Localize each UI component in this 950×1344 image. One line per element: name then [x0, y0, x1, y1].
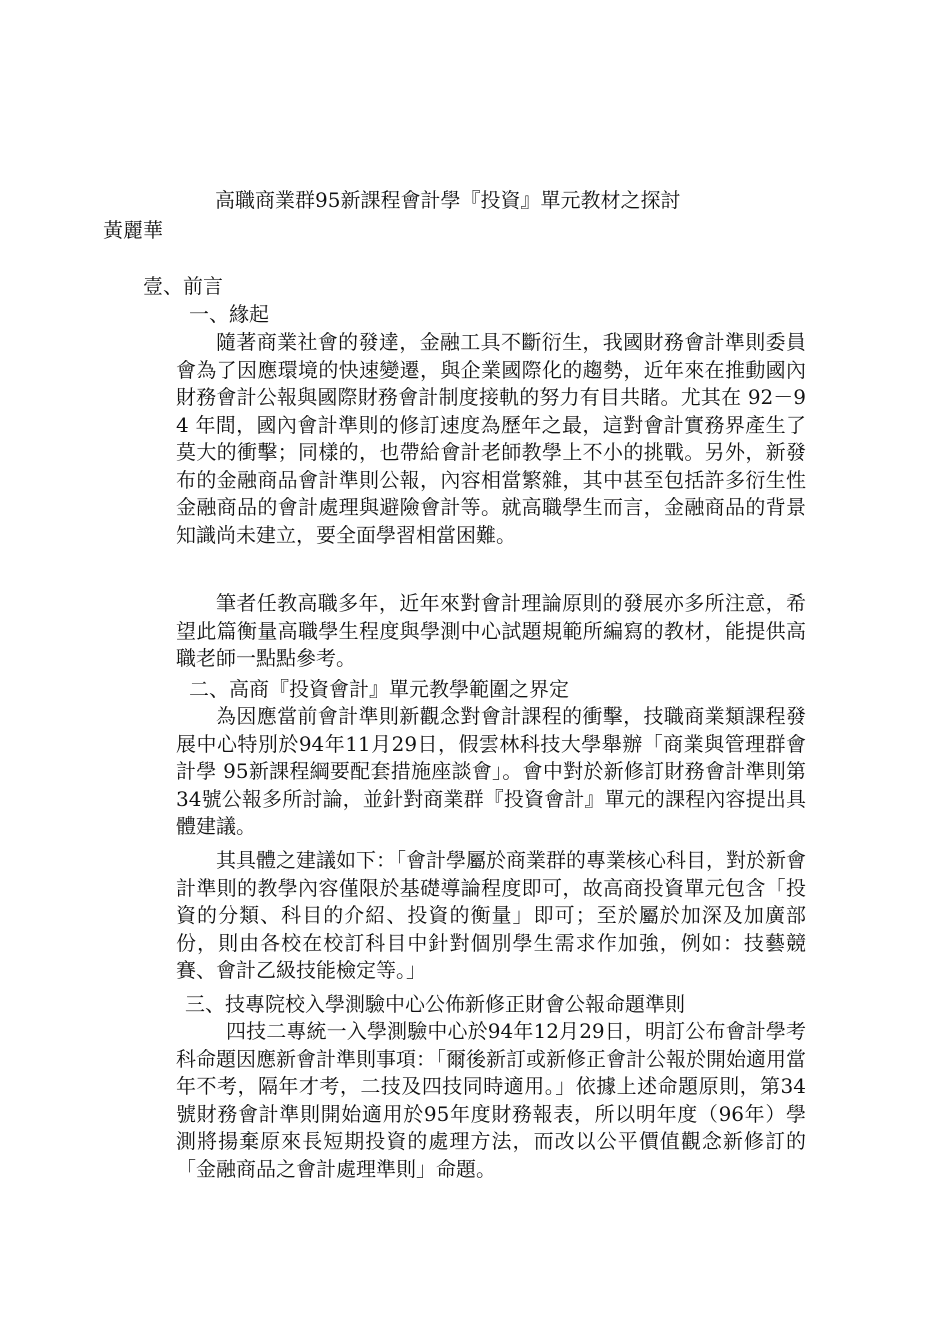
subsection-heading-1: 一、緣起	[189, 302, 269, 326]
paragraph-seminar: 為因應當前會計準則新觀念對會計課程的衝擊，技職商業類課程發展中心特別於94年11月29日，假雲林科技大學舉辦「商業與管理群會計學 95新課程綱要配套措施座談會」。會中對於新修訂財務會計準則第34號公報多所討論，並針對商業群『投資會計』單元的課程內容提出具體建議。	[176, 704, 806, 838]
section-heading: 壹、前言	[143, 274, 223, 298]
paragraph-author-note: 筆者任教高職多年，近年來對會計理論原則的發展亦多所注意，希望此篇衡量高職學生程度與學測中心試題規範所編寫的教材，能提供高職老師一點點參考。	[176, 591, 806, 670]
paragraph-background: 隨著商業社會的發達，金融工具不斷衍生，我國財務會計準則委員會為了因應環境的快速變遷，與企業國際化的趨勢，近年來在推動國內財務會計公報與國際財務會計制度接軌的努力有目共睹。尤其在 92－94 年間，國內會計準則的修訂速度為歷年之最，這對會計實務界產生了莫大的衝擊；同樣的，也帶給會計老師教學上不小的挑戰。另外，新發布的金融商品會計準則公報，內容相當繁雜，其中甚至包括許多衍生性金融商品的會計處理與避險會計等。就高職學生而言，金融商品的背景知識尚未建立，要全面學習相當困難。	[176, 330, 806, 547]
document-title: 高職商業群95新課程會計學『投資』單元教材之探討	[215, 188, 681, 212]
subsection-heading-2: 二、高商『投資會計』單元教學範圍之界定	[189, 677, 569, 701]
paragraph-recommendation: 其具體之建議如下：「會計學屬於商業群的專業核心科目，對於新會計準則的教學內容僅限於基礎導論程度即可，故高商投資單元包含「投資的分類、科目的介紹、投資的衡量」即可；至於屬於加深及加廣部份，則由各校在校訂科目中針對個別學生需求作加強，例如：技藝競賽、會計乙級技能檢定等。」	[176, 848, 806, 982]
subsection-heading-3: 三、技專院校入學測驗中心公佈新修正財會公報命題準則	[185, 992, 685, 1016]
paragraph-exam-rules: 四技二專統一入學測驗中心於94年12月29日，明訂公布會計學考科命題因應新會計準則事項：「爾後新訂或新修正會計公報於開始適用當年不考，隔年才考，二技及四技同時適用。」依據上述命題原則，第34號財務會計準則開始適用於95年度財務報表，所以明年度（96年）學測將揚棄原來長短期投資的處理方法，而改以公平價值觀念新修訂的「金融商品之會計處理準則」命題。	[176, 1019, 806, 1181]
author-name: 黃麗華	[103, 218, 163, 242]
